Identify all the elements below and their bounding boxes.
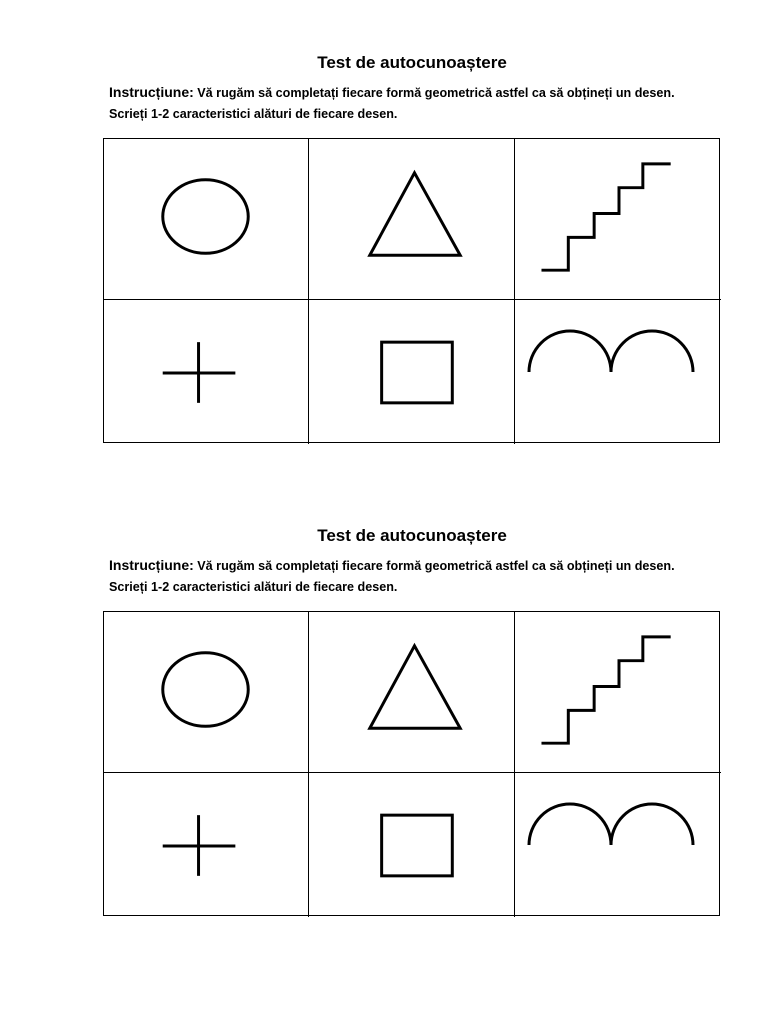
test-title: Test de autocunoaștere: [317, 53, 507, 72]
triangle-icon: [309, 612, 514, 772]
instructions: [109, 82, 689, 125]
cell-cross[interactable]: [104, 773, 309, 917]
cell-triangle[interactable]: [309, 139, 515, 300]
cell-square[interactable]: [309, 300, 515, 444]
cell-stairs[interactable]: [515, 612, 721, 773]
stairs-icon: [515, 139, 721, 299]
cell-square[interactable]: [309, 773, 515, 917]
test-title: Test de autocunoaștere: [317, 526, 507, 545]
triangle-icon: [309, 139, 514, 299]
cell-stairs[interactable]: [515, 139, 721, 300]
cell-circle[interactable]: [104, 139, 309, 300]
square-icon: [309, 300, 514, 444]
instruction-text: Vă rugăm să completați fiecare formă geometrică astfel ca să obțineți un desen. Scrieți 1-2 caracteristici alături de fiecare desen.: [109, 559, 675, 594]
circle-icon: [104, 139, 308, 299]
cross-icon: [104, 300, 308, 444]
stairs-icon: [515, 612, 721, 772]
instruction-label: Instrucțiune:: [109, 84, 194, 100]
cell-triangle[interactable]: [309, 612, 515, 773]
cell-arches[interactable]: [515, 300, 721, 444]
instructions: [109, 555, 689, 598]
arches-icon: [515, 300, 721, 444]
instruction-text: Vă rugăm să completați fiecare formă geometrică astfel ca să obțineți un desen. Scrieți 1-2 caracteristici alături de fiecare desen.: [109, 86, 675, 121]
cell-circle[interactable]: [104, 612, 309, 773]
cell-arches[interactable]: [515, 773, 721, 917]
square-icon: [309, 773, 514, 917]
circle-icon: [104, 612, 308, 772]
arches-icon: [515, 773, 721, 917]
shape-grid: [103, 611, 720, 916]
cross-icon: [104, 773, 308, 917]
cell-cross[interactable]: [104, 300, 309, 444]
shape-grid: [103, 138, 720, 443]
instruction-label: Instrucțiune:: [109, 557, 194, 573]
